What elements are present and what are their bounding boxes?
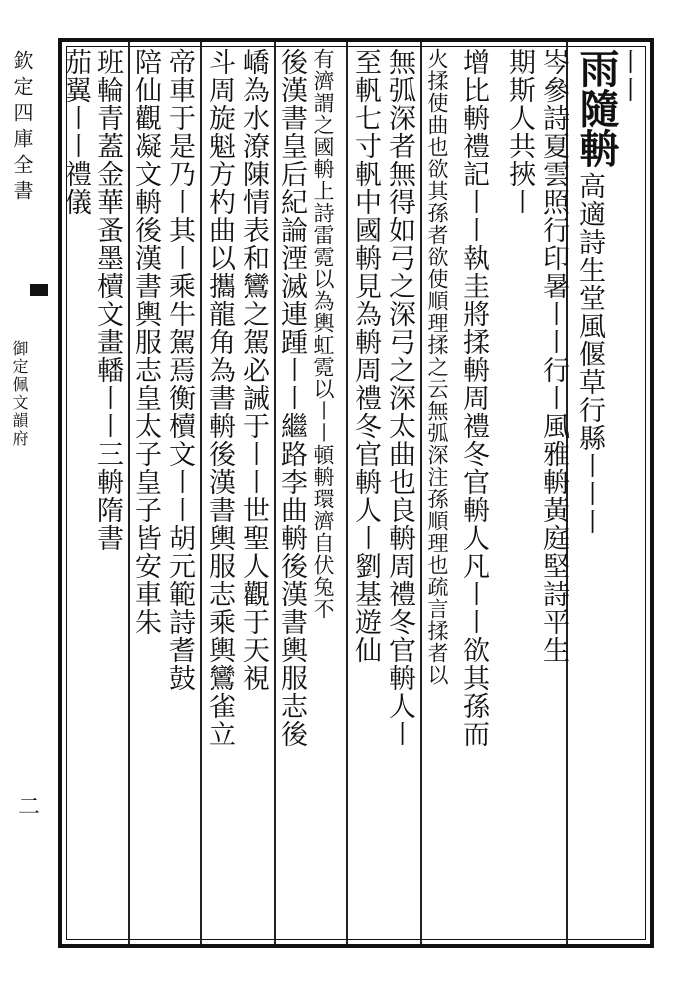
column-9: [312, 48, 346, 938]
column-7: [386, 48, 420, 938]
column-text: 斗周旋魁方杓曲以攜龍角為書輈後漢書輿服志乘輿鸞雀立: [204, 48, 235, 748]
column-15: [94, 48, 128, 938]
column-8: [352, 48, 384, 938]
column-rule: [200, 42, 202, 944]
book-title: 欽定四庫全書: [10, 50, 34, 206]
column-4: [506, 48, 538, 938]
column-text: 期斯人共挾〡: [504, 48, 535, 216]
column-rule: [420, 42, 422, 944]
entry-heading: 雨隨輈: [573, 48, 620, 168]
column-2: [573, 48, 620, 938]
margin-strip: [8, 50, 48, 930]
column-text: 茄翼〡〡禮儀: [60, 48, 91, 216]
column-11: [240, 48, 274, 938]
column-14: [132, 48, 164, 938]
column-6: [426, 48, 458, 938]
column-1: [614, 48, 650, 938]
column-text: 陪仙觀凝文輈後漢書輿服志皇太子皇子皆安車朱: [130, 48, 161, 636]
fishtail-mark: [30, 284, 48, 296]
column-12: [206, 48, 238, 938]
page-number: 二: [18, 795, 41, 820]
column-text: 至軓七寸軓中國輈見為輈周禮冬官輈人〡劉基遊仙: [350, 48, 381, 664]
column-3: [540, 48, 572, 938]
column-text: 增比輈禮記〡〡執圭將揉輈周禮冬官輈人凡〡〡欲其孫而: [458, 48, 489, 748]
column-16: [62, 48, 92, 938]
column-text: 有濟謂之國輈上詩雷霓以為輿虹霓以〡〡頓輈環濟自伏兔不: [311, 48, 335, 620]
sub-title: 御定佩文韻府: [10, 340, 29, 448]
column-5: [460, 48, 496, 938]
column-text: 〡〡: [612, 48, 643, 104]
column-text: 火揉使曲也欲其孫者欲使順理揉之云無弧深注孫順理也疏言揉者以: [425, 48, 449, 686]
column-text: 帝車于是乃〡其〡乘牛駕焉衡櫝文〡〡胡元範詩耆鼓: [164, 48, 195, 692]
column-text: 班輪青蓋金華蚤墨櫝文畫轓〡〡三輈隋書: [92, 48, 123, 552]
column-13: [166, 48, 200, 938]
column-rule: [346, 42, 348, 944]
column-text: 岑參詩夏雲照行印暑〡〡行〡風雅輈黃庭堅詩平生: [538, 48, 569, 664]
column-text: 嶠為水潦陳情表和鸞之駕必誡于〡〡世聖人觀于天視: [238, 48, 269, 692]
column-text: 高適詩生堂風偃草行縣〡〡〡: [574, 172, 605, 536]
column-text: 後漢書皇后紀論湮滅連踵〡〡繼路李曲輈後漢書輿服志後: [276, 48, 307, 748]
column-text: 無弧深者無得如弓之深弓之深太曲也良輈周禮冬官輈人〡: [384, 48, 415, 748]
column-10: [278, 48, 310, 938]
